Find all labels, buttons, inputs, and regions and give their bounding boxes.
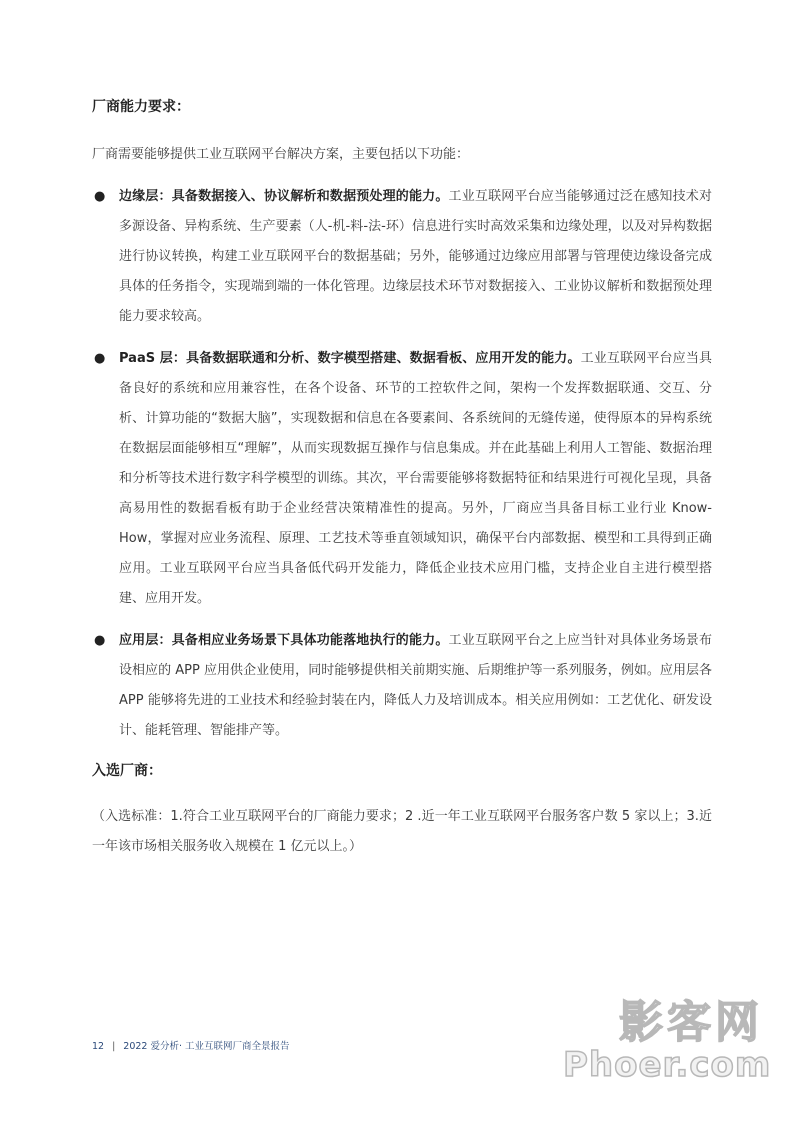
item-text: 工业互联网平台之上应当针对具体业务场景布设相应的 APP 应用供企业使用，同时能够提供相关前期实施、后期维护等一系列服务，例如。应用层各 APP 能够将先进的工业技术和经验封装在内，降低人力及培训成本。相关应用例如：工艺优化、研发设计、能耗管理、智能排产等。 [119, 633, 712, 738]
item-text: 工业互联网平台应当具备良好的系统和应用兼容性，在各个设备、环节的工控软件之间，架构一个发挥数据联通、交互、分析、计算功能的“数据大脑”，实现数据和信息在各要素间、各系统间的无缝传递，使得原本的异构系统在数据层面能够相互“理解”，从而实现数据互操作与信息集成。并在此基础上利用人工智能、数据治理和分析等技术进行数字科学模型的训练。其次，平台需要能够将数据特征和结果进行可视化呈现，具备高易用性的数据看板有助于企业经营决策精准性的提高。另外，厂商应当具备目标工业行业 Know-How，掌握对应业务流程、原理、工艺技术等垂直领域知识，确保平台内部数据、模型和工具得到正确应用。工业互联网平台应当具备低代码开发能力，降低企业技术应用门槛，支持企业自主进行模型搭建、应用开发。 [119, 351, 712, 606]
page-number: 12 [92, 1041, 105, 1052]
report-title: 2022 爱分析· 工业互联网厂商全景报告 [123, 1041, 290, 1052]
bullet-icon: ● [94, 189, 106, 204]
watermark-en: Phoer.com [563, 1045, 772, 1085]
page-footer [92, 1038, 290, 1052]
item-lead: 边缘层：具备数据接入、协议解析和数据预处理的能力。 [119, 189, 449, 204]
bullet-icon: ● [94, 633, 106, 648]
footer-separator: | [112, 1041, 116, 1052]
bullet-icon: ● [94, 351, 106, 366]
list-item-application [92, 626, 712, 746]
item-text: 工业互联网平台应当能够通过泛在感知技术对多源设备、异构系统、生产要素（人-机-料-法-环）信息进行实时高效采集和边缘处理，以及对异构数据进行协议转换，构建工业互联网平台的数据基础；另外，能够通过边缘应用部署与管理使边缘设备完成具体的任务指令，实现端到端的一体化管理。边缘层技术环节对数据接入、工业协议解析和数据预处理能力要求较高。 [119, 189, 712, 324]
list-item-paas [92, 344, 712, 614]
selected-vendors-heading: 入选厂商： [92, 763, 162, 779]
item-lead: 应用层：具备相应业务场景下具体功能落地执行的能力。 [119, 633, 449, 648]
list-item-edge [92, 182, 712, 332]
requirements-intro: 厂商需要能够提供工业互联网平台解决方案，主要包括以下功能： [92, 147, 470, 162]
requirements-heading: 厂商能力要求： [92, 99, 190, 115]
item-lead: PaaS 层：具备数据联通和分析、数字模型搭建、数据看板、应用开发的能力。 [119, 351, 581, 366]
requirements-list [92, 182, 712, 746]
selection-criteria: （入选标准：1.符合工业互联网平台的厂商能力要求；2 .近一年工业互联网平台服务客户数 5 家以上；3.近一年该市场相关服务收入规模在 1 亿元以上。） [92, 809, 712, 854]
watermark-logo [563, 997, 772, 1090]
document-body [92, 96, 712, 875]
watermark-cn: 影客网 [619, 997, 763, 1048]
